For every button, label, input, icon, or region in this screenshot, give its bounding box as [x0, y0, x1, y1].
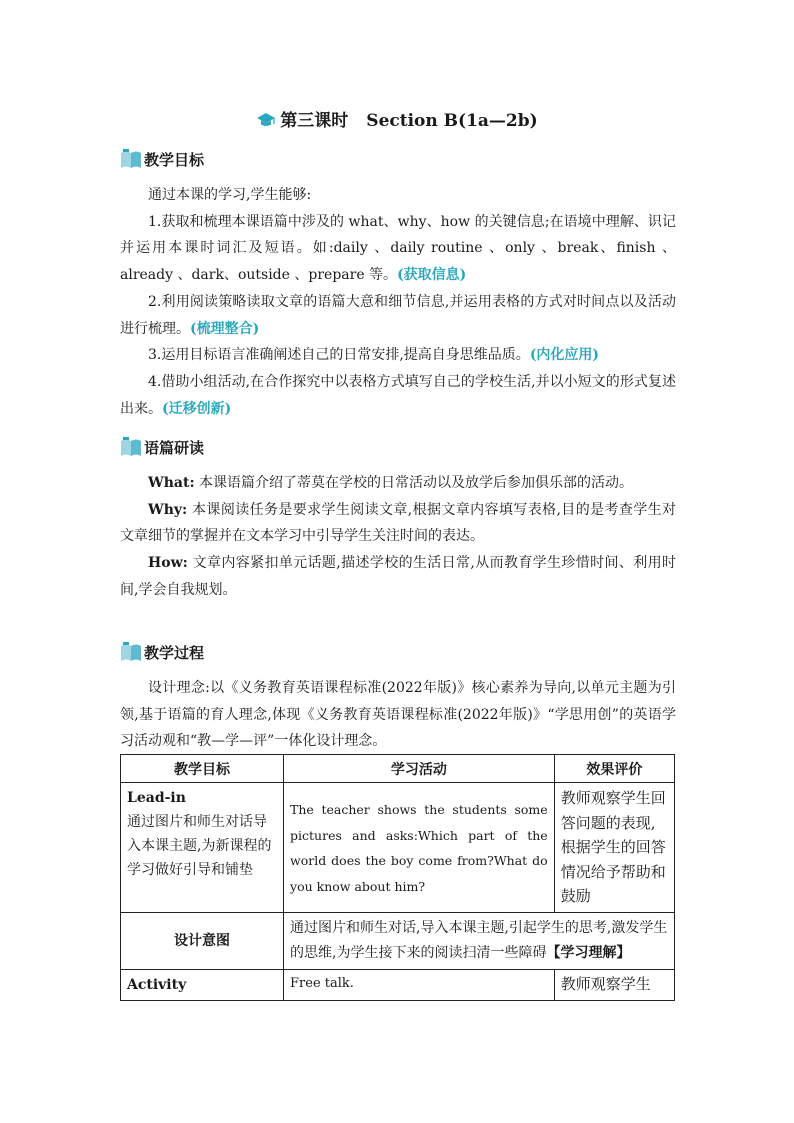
book-icon	[120, 437, 142, 461]
analysis-what: What: 本课语篇介绍了蒂莫在学校的日常活动以及放学后参加俱乐部的活动。	[148, 475, 634, 491]
stage-label: Lead-in	[127, 790, 186, 806]
lesson-number: 第三课时	[280, 111, 349, 131]
page-title	[0, 106, 794, 133]
intent-label: 设计意图	[121, 912, 284, 969]
table-row	[121, 969, 675, 1000]
book-icon	[120, 642, 142, 666]
goal-text: 通过图片和师生对话导入本课主题,为新课程的学习做好引导和铺垫	[127, 814, 272, 878]
cell-activity: The teacher shows the students some pictures and asks:Which part of the world does the boy come from?What do you know about him?	[284, 783, 555, 913]
table-row	[121, 783, 675, 913]
graduation-cap-icon	[256, 112, 276, 133]
table-header-row	[121, 755, 675, 783]
goal-item-1: 1.获取和梳理本课语篇中涉及的 what、why、how 的关键信息;在语境中理解、识记并运用本课时词汇及短语。如:daily 、daily routine 、only 、break、finish 、already 、dark、outside 、prepare 等。(获取信息)	[120, 213, 676, 284]
design-concept: 设计理念:以《义务教育英语课程标准(2022年版)》核心素养为导向,以单元主题为引领,基于语篇的育人理念,体现《义务教育英语课程标准(2022年版)》“学思用创”的英语学习活动观和“教—学—评”一体化设计理念。	[120, 680, 676, 750]
section-heading-process: 教学过程	[120, 642, 204, 664]
intent-text: 通过图片和师生对话,导入本课主题,引起学生的思考,激发学生的思维,为学生接下来的阅读扫清一些障碍【学习理解】	[284, 912, 675, 969]
book-icon	[120, 149, 142, 173]
goal-item-3: 3.运用目标语言准确阐述自己的日常安排,提高自身思维品质。(内化应用)	[148, 347, 600, 364]
header-activity: 学习活动	[284, 755, 555, 783]
section-heading-analysis: 语篇研读	[120, 437, 204, 459]
cell-activity: Free talk.	[284, 969, 555, 1000]
goal-item-2: 2.利用阅读策略读取文章的语篇大意和细节信息,并运用表格的方式对时间点以及活动进行梳理。(梳理整合)	[120, 293, 676, 337]
section-name: Section B(1a—2b)	[366, 111, 538, 131]
stage-label: Activity	[121, 969, 284, 1000]
header-goal: 教学目标	[121, 755, 284, 783]
cell-goal	[121, 783, 284, 913]
table-row-intent	[121, 912, 675, 969]
goals-intro: 通过本课的学习,学生能够:	[148, 187, 312, 203]
analysis-why: Why: 本课阅读任务是要求学生阅读文章,根据文章内容填写表格,目的是考查学生对文章细节的掌握并在文本学习中引导学生关注时间的表达。	[120, 501, 676, 545]
cell-evaluation: 教师观察学生	[554, 969, 674, 1000]
teaching-process-table	[120, 754, 675, 1001]
goals-block	[120, 182, 676, 422]
analysis-block	[120, 470, 676, 604]
analysis-how: How: 文章内容紧扣单元话题,描述学校的生活日常,从而教育学生珍惜时间、利用时间,学会自我规划。	[120, 555, 676, 598]
section-heading-goals: 教学目标	[120, 149, 204, 171]
cell-evaluation: 教师观察学生回答问题的表现,根据学生的回答情况给予帮助和鼓励	[554, 783, 674, 913]
goal-item-4: 4.借助小组活动,在合作探究中以表格方式填写自己的学校生活,并以小短文的形式复述出来。(迁移创新)	[120, 373, 676, 417]
header-evaluation: 效果评价	[554, 755, 674, 783]
